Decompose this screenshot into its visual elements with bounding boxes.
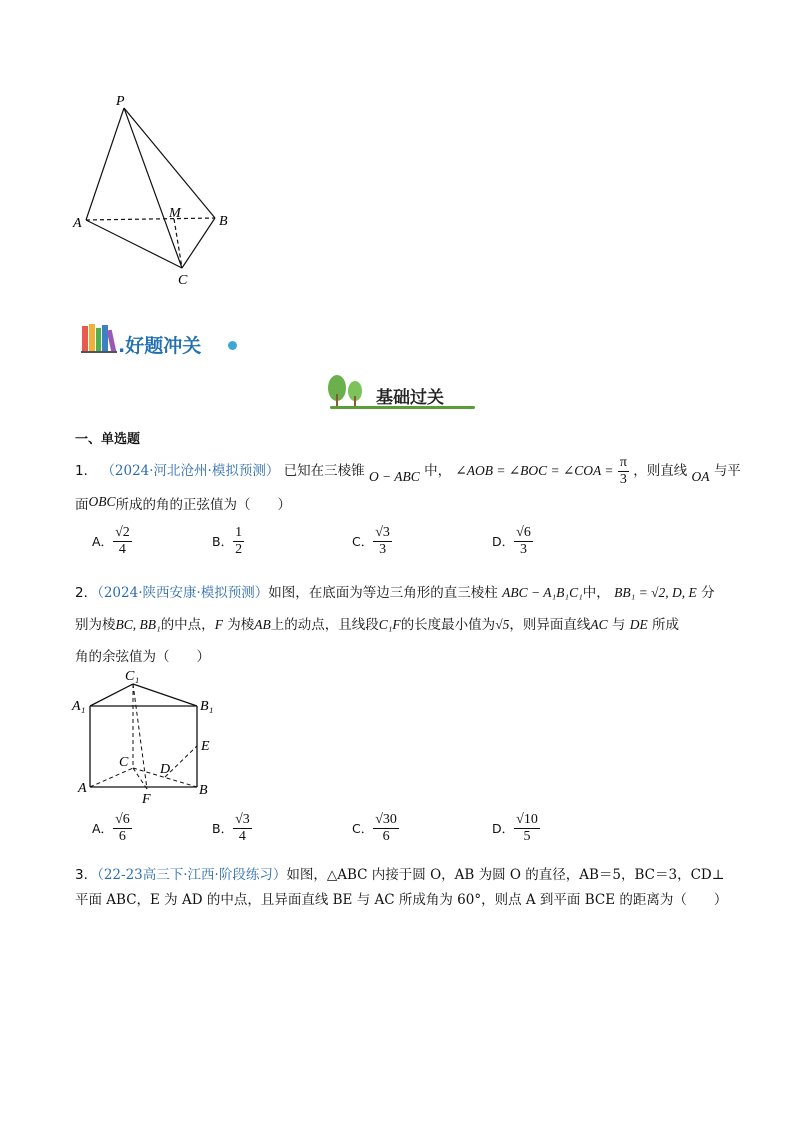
- q1-source: （2024·河北沧州·模拟预测）: [101, 463, 280, 479]
- q2-line2-d: 上的动点，且线段: [270, 617, 379, 633]
- label-C: C: [178, 273, 188, 288]
- q2-expr-ac: AC: [590, 617, 608, 632]
- q3-line2: 平面 ABC，E 为 AD 的中点，且异面直线 BE 与 AC 所成角为 60°，则点 A 到平面 BCE 的距离为（ ）: [75, 892, 728, 908]
- q1-option-c-num: √3: [375, 525, 390, 540]
- q2-option-a-num: √6: [115, 812, 130, 827]
- q3-source: （22-23高三下·江西·阶段练习）: [97, 867, 287, 883]
- label-A1: A₁: [72, 699, 86, 714]
- q2-line1-b: 中，: [582, 585, 610, 601]
- label-F: F: [142, 792, 151, 807]
- q3-number: 3．: [75, 867, 98, 883]
- section-heading: 一、单选题: [75, 432, 141, 447]
- q2-option-b-num: √3: [235, 812, 250, 827]
- books-icon: [80, 322, 120, 354]
- q2-option-c-num: √30: [375, 812, 397, 827]
- q2-expr-f: F: [214, 617, 223, 632]
- q2-option-a-den: 6: [118, 829, 126, 844]
- q3-line1-text: 如图，△ABC 内接于圆 O，AB 为圆 O 的直径，AB＝5，BC＝3，CD⊥: [286, 867, 725, 883]
- banner-dot-icon: [228, 341, 237, 350]
- banner-title: .好题冲关: [118, 335, 202, 357]
- q2-option-d-num: √10: [516, 812, 538, 827]
- figure-tetrahedron: [70, 90, 240, 290]
- q2-line1-a: 如图，在底面为等边三角形的直三棱柱: [268, 585, 498, 601]
- label-C1: C₁: [125, 669, 140, 684]
- q1-option-d-num: √6: [516, 525, 531, 540]
- q1-pi-num: π: [619, 455, 627, 470]
- q1-option-b-num: 1: [235, 525, 243, 540]
- q1-line2-b: 所成的角的正弦值为（ ）: [115, 497, 291, 513]
- q1-text-b: 中，: [424, 463, 452, 479]
- figure-prism: [70, 668, 230, 808]
- label-A: A: [78, 781, 87, 796]
- label-B: B: [219, 214, 228, 229]
- q1-option-b[interactable]: B． $\frac{1}{2}$: [212, 525, 243, 557]
- q2-option-a[interactable]: A． $\frac{√6}{6}$: [92, 812, 130, 844]
- q1-option-d[interactable]: D． $\frac{√6}{3}$: [492, 525, 531, 557]
- q1-option-a-num: √2: [115, 525, 130, 540]
- q2-option-d-den: 5: [523, 829, 531, 844]
- q1-option-a[interactable]: A． $\frac{√2}{4}$: [92, 525, 130, 557]
- q2-expr-bb1: BB₁ = √2, D, E: [614, 585, 697, 600]
- q2-expr-ab: AB: [254, 617, 271, 632]
- q2-option-c-den: 6: [382, 829, 390, 844]
- q2-line1-c: 分: [701, 585, 715, 601]
- q2-line2: [75, 615, 679, 635]
- q2-line3: 角的余弦值为（ ）: [75, 649, 210, 665]
- label-E: E: [201, 739, 210, 754]
- q1-expr-obc: OBC: [88, 494, 116, 509]
- q1-options: [92, 525, 552, 571]
- q2-expr-prism: ABC − A₁B₁C₁: [502, 585, 583, 600]
- q1-option-b-den: 2: [235, 542, 243, 557]
- q2-options: [92, 812, 552, 858]
- q2-expr-edges: BC, BB₁: [115, 617, 161, 632]
- q1-pi-fraction: [618, 455, 629, 488]
- q2-number: 2．: [75, 585, 98, 601]
- label-C: C: [119, 755, 129, 770]
- q2-option-b[interactable]: B． $\frac{√3}{4}$: [212, 812, 250, 844]
- q2-line2-c: 为棱: [227, 617, 255, 633]
- q2-line2-e: 的长度最小值为: [400, 617, 496, 633]
- q1-option-d-den: 3: [519, 542, 527, 557]
- q2-option-c[interactable]: C． $\frac{√30}{6}$: [352, 812, 397, 844]
- q1-expr-angles: ∠AOB = ∠BOC = ∠COA =: [455, 463, 614, 478]
- q2-line2-f: ，则异面直线: [509, 617, 591, 633]
- q2-expr-sqrt5: √5: [495, 617, 510, 632]
- q2-line2-h: 所成: [652, 617, 680, 633]
- q1-text-a: 已知在三棱锥: [283, 463, 365, 479]
- q2-expr-de: DE: [629, 617, 648, 632]
- badge-title: 基础过关: [376, 388, 444, 408]
- label-P: P: [116, 94, 125, 109]
- q2-option-b-den: 4: [238, 829, 246, 844]
- label-A: A: [73, 216, 82, 231]
- q2-line2-a: 别为棱: [75, 617, 116, 633]
- q2-line2-b: 的中点，: [160, 617, 215, 633]
- q2-source: （2024·陕西安康·模拟预测）: [97, 585, 269, 601]
- label-B1: B₁: [200, 699, 214, 714]
- q1-line1: [75, 453, 741, 489]
- q1-text-d: 与平: [713, 463, 741, 479]
- q2-line1: [75, 583, 715, 603]
- q1-pi-den: 3: [619, 472, 627, 487]
- q1-option-c[interactable]: C． $\frac{√3}{3}$: [352, 525, 390, 557]
- q1-option-a-den: 4: [118, 542, 126, 557]
- label-D: D: [160, 762, 171, 777]
- q2-line2-g: 与: [611, 617, 626, 633]
- q1-number: 1．: [75, 463, 98, 479]
- q2-option-d[interactable]: D． $\frac{√10}{5}$: [492, 812, 538, 844]
- label-M: M: [169, 206, 181, 221]
- q1-text-c: ，则直线: [633, 463, 688, 479]
- q1-line2: [75, 495, 291, 515]
- label-B: B: [199, 783, 208, 798]
- q2-expr-c1f: C₁F: [378, 617, 401, 632]
- q1-expr-oa: OA: [691, 469, 710, 484]
- q1-expr-pyramid: O − ABC: [368, 469, 420, 484]
- q3-line1: [75, 865, 724, 885]
- q1-option-c-den: 3: [379, 542, 387, 557]
- q1-line2-a: 面: [75, 497, 89, 513]
